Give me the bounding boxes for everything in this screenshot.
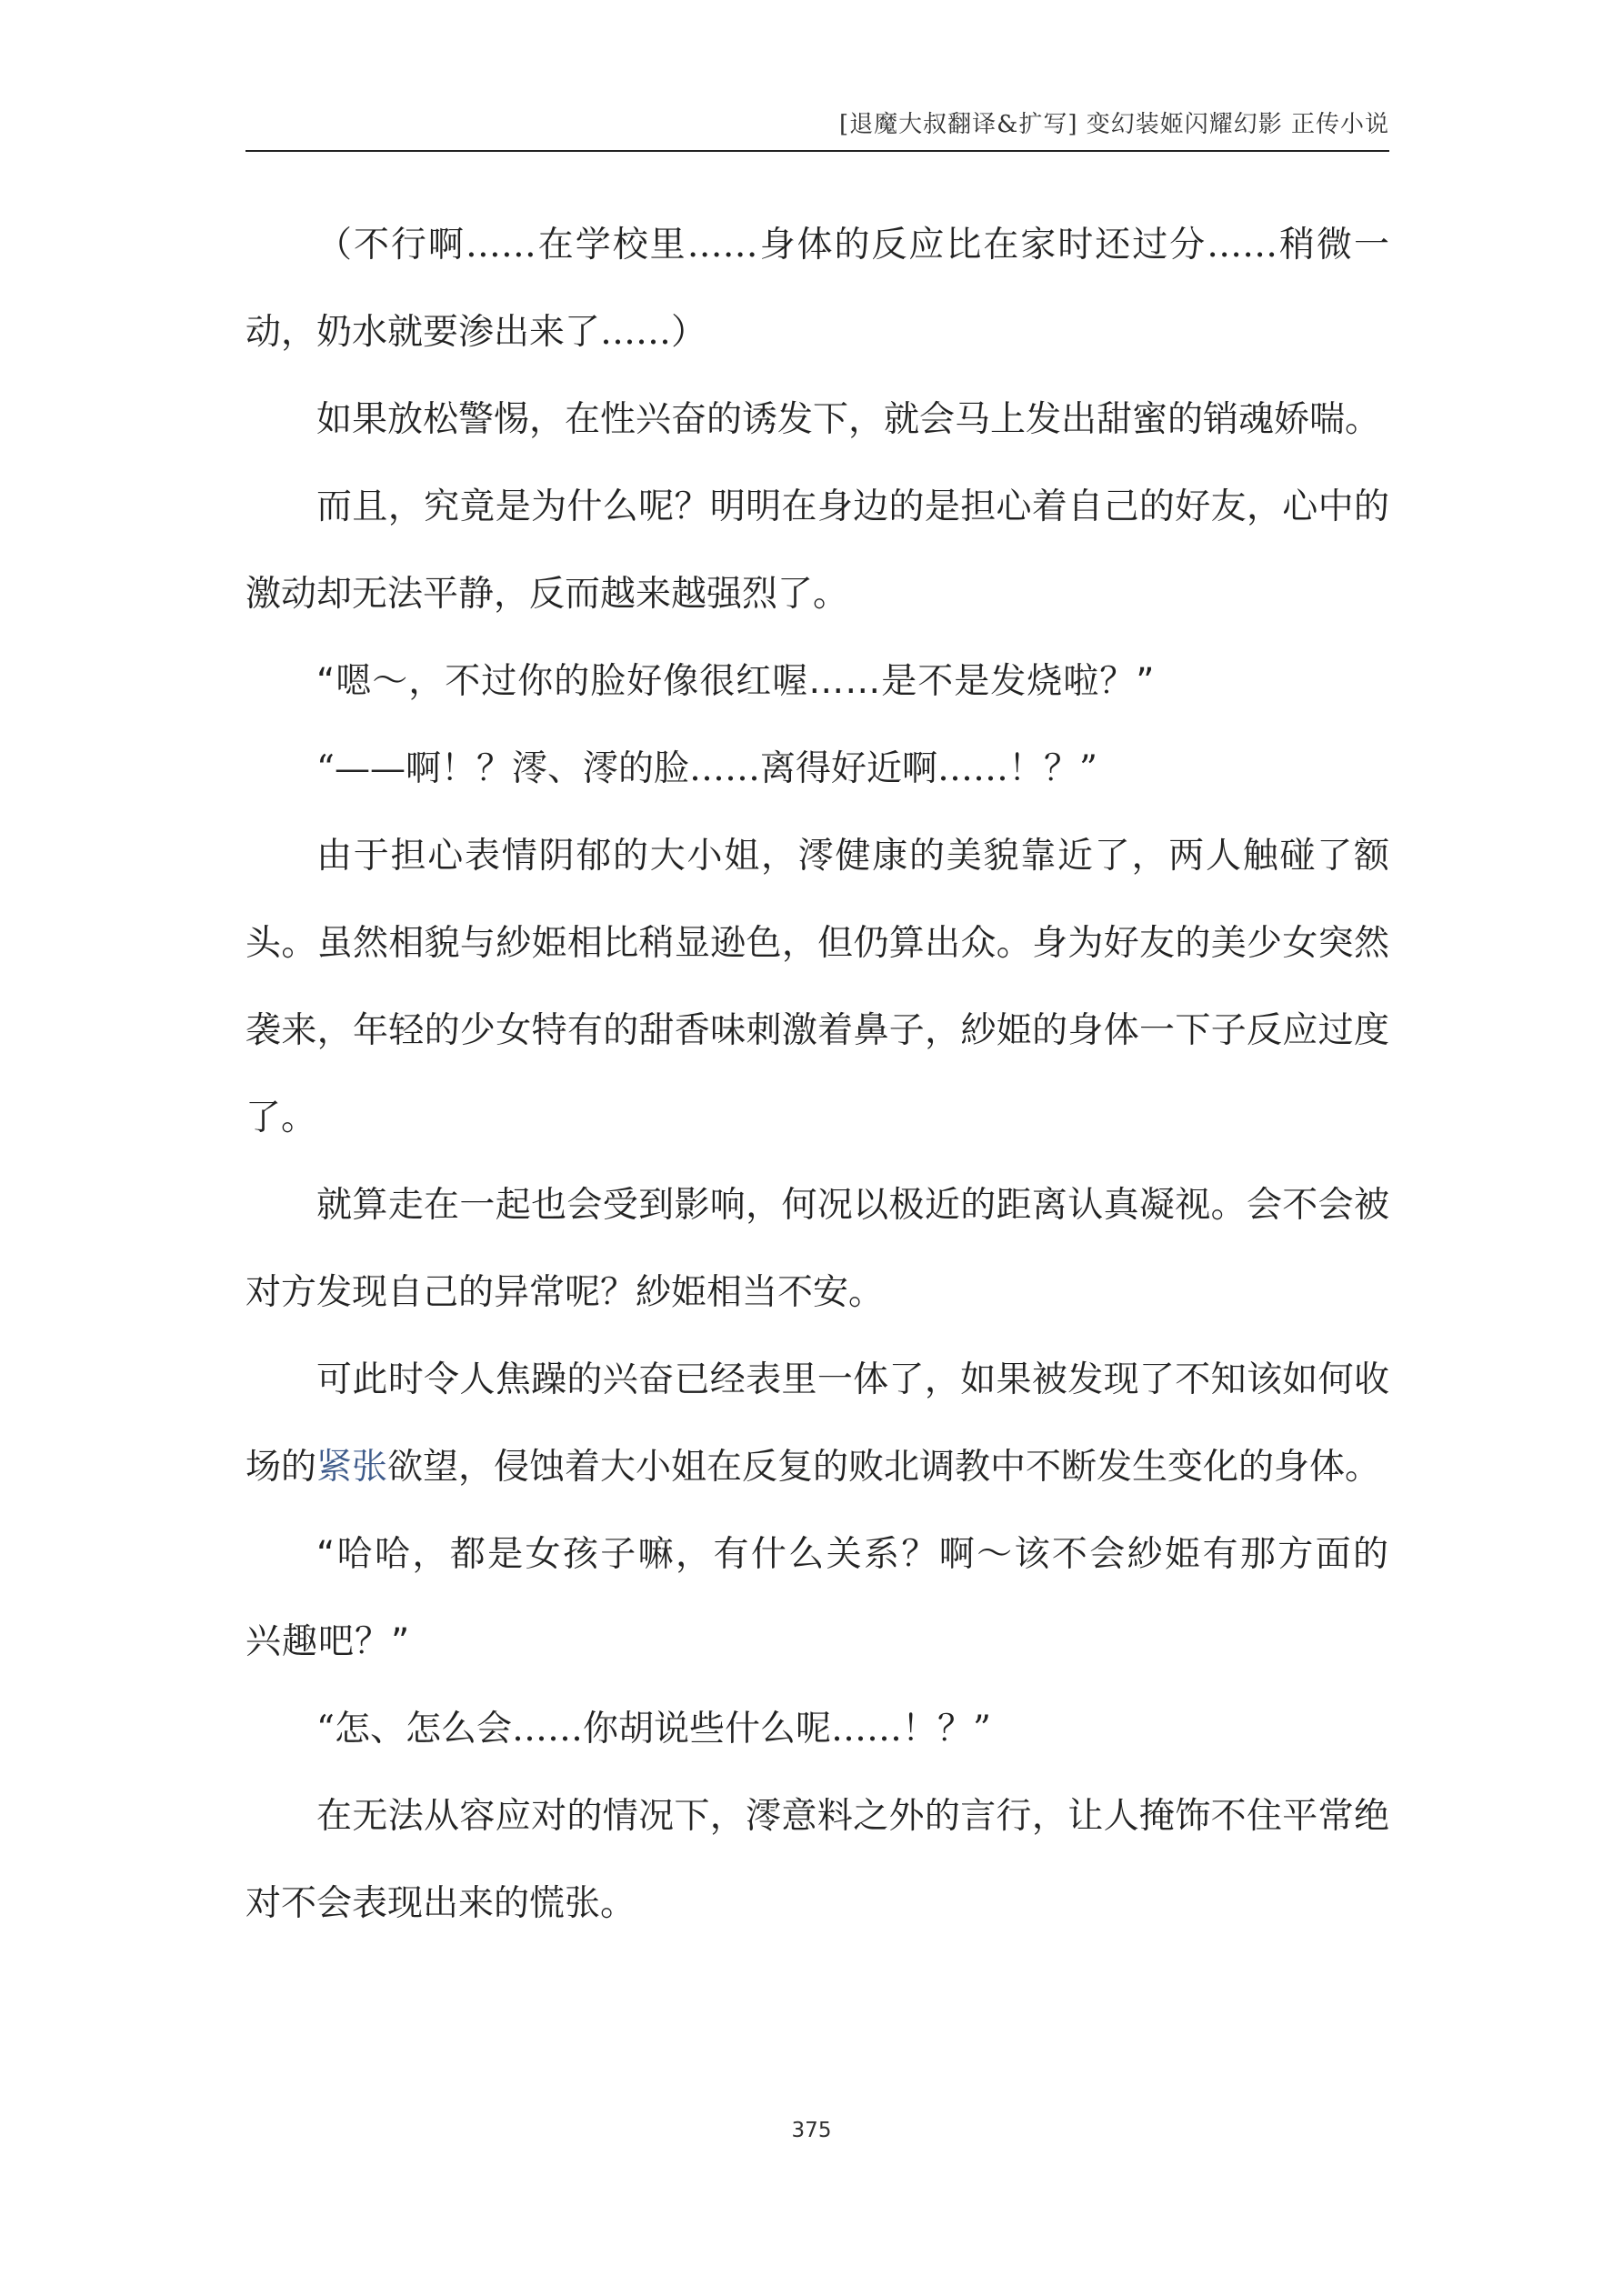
paragraph: 由于担心表情阴郁的大小姐，澪健康的美貌靠近了，两人触碰了额头。虽然相貌与紗姫相比稍显逊色，但仍算出众。身为好友的美少女突然袭来，年轻的少女特有的甜香味刺激着鼻子，紗姫的身体一下子反应过度了。 xyxy=(245,836,1389,1138)
paragraph: 就算走在一起也会受到影响，何况以极近的距离认真凝视。会不会被对方发现自己的异常呢？紗姫相当不安。 xyxy=(245,1185,1389,1313)
page-body xyxy=(245,202,1389,1948)
dialogue-line: “嗯～，不过你的脸好像很红喔……是不是发烧啦？” xyxy=(316,661,1156,702)
header-divider xyxy=(245,150,1389,152)
running-header: [退魔大叔翻译&扩写] 变幻装姬闪耀幻影 正传小说 xyxy=(839,111,1389,138)
paragraph: （不行啊……在学校里……身体的反应比在家时还过分……稍微一动，奶水就要渗出来了……） xyxy=(245,225,1389,353)
paragraph-text: 欲望，侵蚀着大小姐在反复的败北调教中不断发生变化的身体。 xyxy=(387,1447,1381,1488)
paragraph xyxy=(245,1337,1389,1511)
dialogue-line: “怎、怎么会……你胡说些什么呢……！？” xyxy=(316,1709,991,1750)
dialogue-line: “——啊！？澪、澪的脸……离得好近啊……！？” xyxy=(316,748,1097,789)
dialogue-line: “哈哈，都是女孩子嘛，有什么关系？啊～该不会紗姫有那方面的兴趣吧？” xyxy=(245,1534,1389,1662)
paragraph-text: 可此时令人焦躁的兴奋已经表里一体了，如果被发现了不知该如何收场的 xyxy=(245,1359,1389,1488)
paragraph: 在无法从容应对的情况下，澪意料之外的言行，让人掩饰不住平常绝对不会表现出来的慌张。 xyxy=(245,1796,1389,1924)
page-number: 375 xyxy=(791,2119,832,2142)
paragraph: 而且，究竟是为什么呢？明明在身边的是担心着自己的好友，心中的激动却无法平静，反而越来越强烈了。 xyxy=(245,486,1389,615)
highlighted-word: 紧张 xyxy=(316,1447,388,1488)
paragraph: 如果放松警惕，在性兴奋的诱发下，就会马上发出甜蜜的销魂娇喘。 xyxy=(316,399,1381,440)
